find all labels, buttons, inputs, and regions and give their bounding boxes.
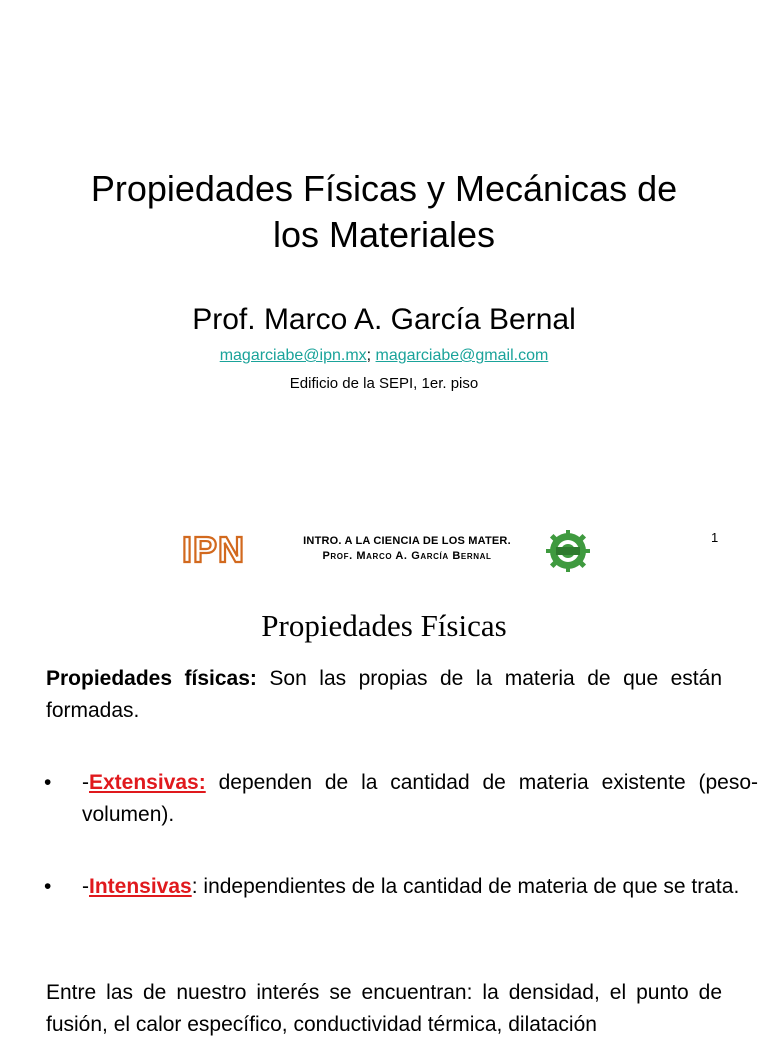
extensive-term: Extensivas: — [89, 771, 206, 794]
ipn-logo — [180, 528, 266, 568]
slide-title — [40, 166, 728, 258]
extensive-text: dependen de la cantidad de materia existente (peso-volumen). — [82, 771, 758, 826]
email-link-gmail[interactable]: magarciabe@gmail.com — [375, 347, 549, 364]
content-slide — [0, 576, 768, 1036]
bullet-extensive — [46, 767, 758, 831]
intensive-text: independientes de la cantidad de materia de que se trata. — [197, 875, 740, 898]
footer-course-info — [272, 534, 542, 564]
footer-professor: Prof. Marco A. García Bernal — [322, 550, 492, 562]
office-location: Edificio de la SEPI, 1er. piso — [289, 375, 479, 392]
bullet-marker: • — [44, 771, 52, 794]
intensive-colon: : — [191, 875, 198, 898]
esime-seal-icon — [546, 530, 590, 572]
title-line-2: los Materiales — [272, 214, 496, 255]
bullet-prefix: - — [82, 771, 89, 794]
closing-paragraph: Entre las de nuestro interés se encuentran: la densidad, el punto de fusión, el calor específico, conductividad térmica, dilatación — [46, 981, 722, 1036]
bullet-prefix: - — [82, 875, 89, 898]
footer-course: INTRO. A LA CIENCIA DE LOS MATER. — [303, 535, 511, 547]
intensive-term: Intensivas — [89, 875, 192, 898]
email-separator: ; — [366, 347, 376, 364]
email-link-ipn[interactable]: magarciabe@ipn.mx — [219, 347, 367, 364]
slide-footer — [180, 528, 600, 574]
contact-emails — [0, 345, 768, 367]
ipn-logo-text: IPN — [182, 529, 246, 568]
definition-paragraph — [46, 663, 722, 727]
title-line-1: Propiedades Físicas y Mecánicas de — [90, 168, 678, 209]
bullet-intensive — [46, 871, 758, 903]
bullet-marker: • — [44, 875, 52, 898]
definition-text: Son las propias de la materia de que están formadas. — [46, 667, 723, 722]
definition-term: Propiedades físicas: — [46, 667, 257, 690]
section-title: Propiedades Físicas — [261, 608, 507, 643]
page-number: 1 — [711, 530, 719, 545]
author-name: Prof. Marco A. García Bernal — [192, 303, 576, 336]
